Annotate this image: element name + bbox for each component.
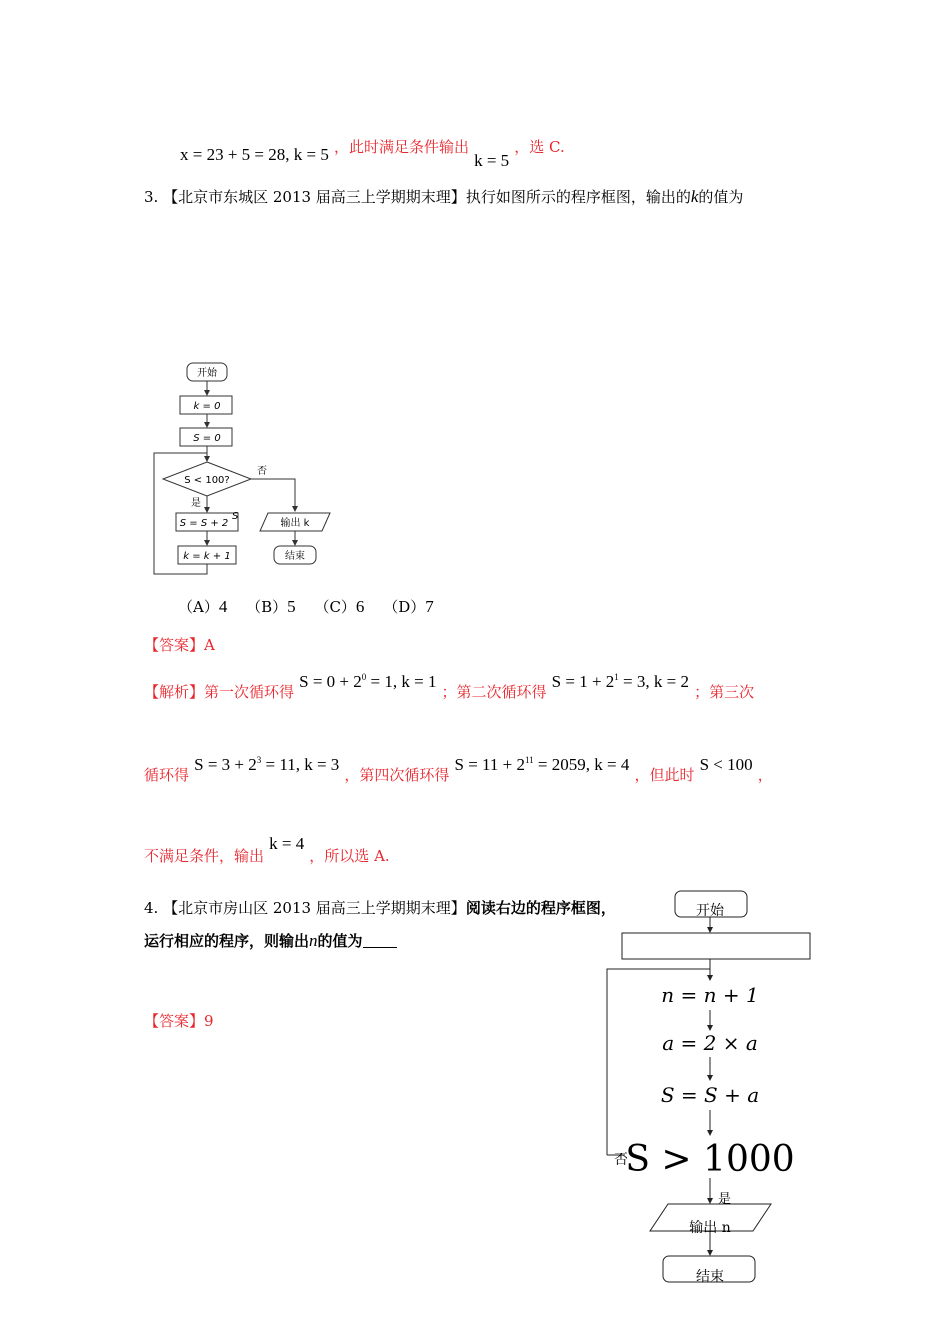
analysis-math-6: k = 4 — [269, 834, 305, 853]
no-label: 否 — [257, 466, 267, 477]
flowchart-1 — [140, 355, 360, 585]
question-text-end: 的值为 — [698, 188, 744, 206]
math-k-value: k = 5 — [474, 151, 510, 170]
analysis-line-2 — [144, 755, 773, 785]
option-c-label: （C） — [314, 598, 356, 616]
analysis-math-4: S = 11 + 2 — [454, 755, 525, 774]
solution-text: ，此时满足条件输出 — [333, 138, 469, 156]
fc2-yes-label: 是 — [718, 1192, 732, 1207]
analysis-text-7: ， — [757, 766, 773, 784]
init-s-label: S = 0 — [193, 433, 221, 444]
analysis-text-6: ，但此时 — [634, 766, 695, 784]
analysis-math-3: S = 3 + 2 — [194, 755, 257, 774]
output-label: 输出 k — [280, 518, 310, 529]
option-b-value: 5 — [287, 597, 296, 616]
answer-value: A — [204, 636, 215, 654]
fc2-no-label: 否 — [614, 1152, 628, 1168]
fc2-step1-label: n = n + 1 — [661, 983, 759, 1007]
option-c-value: 6 — [355, 597, 365, 616]
analysis-math-3-tail: = 11, k = 3 — [261, 755, 340, 774]
solution-choice: ，选 C. — [514, 138, 565, 156]
question-var: k — [690, 187, 699, 206]
analysis-text-5: ，第四次循环得 — [344, 766, 450, 784]
answer-tag: 【答案】 — [144, 636, 205, 654]
analysis-math-2-tail: = 3, k = 2 — [618, 672, 689, 691]
analysis-math-1-tail: = 1, k = 1 — [366, 672, 437, 691]
answer-3 — [144, 634, 215, 655]
question-4-text-2: 运行相应的程序，则输出 — [144, 932, 310, 950]
analysis-math-5: S < 100 — [699, 755, 753, 774]
question-4-source: 【北京市房山区 2013 届高三上学期期末理】 — [163, 899, 466, 917]
answer-4-value: 9 — [204, 1012, 214, 1030]
condition-label: S < 100? — [184, 475, 230, 486]
option-a-value: 4 — [218, 597, 228, 616]
analysis-text-2: ；第二次循环得 — [441, 683, 547, 701]
analysis-math-3-exp: 3 — [256, 755, 262, 765]
answer-4 — [144, 1010, 214, 1031]
fc2-end-label: 结束 — [696, 1269, 724, 1285]
analysis-math-4-tail: = 2059, k = 4 — [533, 755, 630, 774]
analysis-text-8: 不满足条件，输出 — [144, 847, 265, 865]
answer-blank — [363, 933, 397, 948]
analysis-line-3 — [144, 834, 390, 866]
end-label: 结束 — [285, 551, 305, 562]
option-a-label: （A） — [178, 598, 219, 616]
answer-4-tag: 【答案】 — [144, 1012, 205, 1030]
analysis-math-2-exp: 1 — [614, 672, 619, 682]
analysis-math-1-exp: 0 — [361, 672, 367, 682]
fc2-start-label: 开始 — [696, 903, 724, 919]
option-b-label: （B） — [246, 598, 288, 616]
analysis-text-9: ，所以选 A. — [309, 847, 390, 865]
question-4-number: 4. — [144, 899, 159, 917]
analysis-math-2: S = 1 + 2 — [551, 672, 615, 691]
analysis-line-1 — [144, 672, 754, 702]
analysis-text-1: 第一次循环得 — [204, 683, 295, 701]
init-k-label: k = 0 — [193, 401, 221, 412]
start-label: 开始 — [197, 368, 217, 379]
question-number: 3. — [144, 188, 159, 206]
analysis-tag: 【解析】 — [144, 683, 205, 701]
option-d-label: （D） — [383, 598, 426, 616]
analysis-text-3: ；第三次 — [694, 683, 755, 701]
update-k-label: k = k + 1 — [183, 551, 231, 562]
option-d-value: 7 — [425, 597, 434, 616]
question-4-var: n — [309, 931, 318, 950]
question-4-text-3: 的值为 — [317, 932, 363, 950]
solution-tail-line — [180, 136, 565, 171]
question-4-text-1: 阅读右边的程序框图， — [465, 899, 616, 917]
update-s-exponent: S — [232, 511, 239, 522]
update-s-label: S = S + 2 — [179, 518, 229, 529]
analysis-math-4-exp: 11 — [525, 755, 534, 765]
fc2-init-box — [622, 933, 810, 959]
flowchart-2 — [595, 885, 825, 1290]
analysis-text-4: 循环得 — [144, 766, 190, 784]
question-3-stem — [144, 186, 743, 207]
math-x-value: x = 23 + 5 = 28, k = 5 — [180, 145, 329, 164]
fc2-step2-label: a = 2 × a — [662, 1031, 758, 1055]
analysis-math-1: S = 0 + 2 — [299, 672, 362, 691]
fc2-step3-label: S = S + a — [660, 1083, 760, 1107]
question-text: 执行如图所示的程序框图，输出的 — [465, 188, 691, 206]
fc2-condition-label: S > 1000 — [625, 1139, 795, 1180]
question-4-stem-2 — [144, 930, 397, 951]
question-4-stem-1 — [144, 897, 616, 918]
answer-options — [178, 596, 434, 617]
fc2-output-label: 输出 n — [689, 1220, 731, 1236]
yes-label: 是 — [191, 498, 201, 509]
question-source: 【北京市东城区 2013 届高三上学期期末理】 — [163, 188, 466, 206]
